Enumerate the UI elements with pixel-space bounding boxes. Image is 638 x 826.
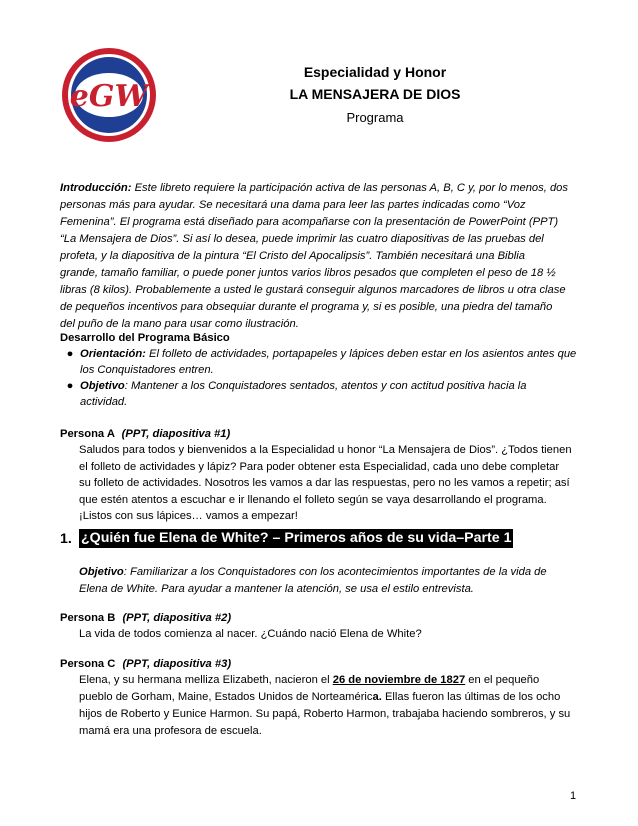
intro-line: Este libreto requiere la participación activa de las personas A, B, C y, por lo menos, dos <box>131 182 568 194</box>
persona-c-text <box>79 672 579 740</box>
birth-date: 26 de noviembre de 1827 <box>332 674 466 686</box>
document-title: Especialidad y Honor <box>303 64 447 80</box>
persona-c-line: mamá era una profesora de escuela. <box>79 725 262 737</box>
persona-a-line: ¡Listos con sus lápices… vamos a empezar! <box>79 510 298 522</box>
desarrollo-heading: Desarrollo del Programa Básico <box>60 332 230 344</box>
persona-name: Persona A <box>60 428 115 440</box>
bullet-text: El folleto de actividades, portapapeles y lápices deben estar en los asientos antes que <box>145 348 577 360</box>
svg-text:eGW: eGW <box>69 79 149 114</box>
persona-a-text <box>79 442 579 525</box>
intro-line: personas más para ayudar. Se necesitará una dama para leer las partes indicadas como “Voz <box>60 199 526 211</box>
persona-name: Persona C <box>60 658 116 670</box>
persona-c-line: en el pequeño <box>465 674 540 686</box>
persona-c-heading <box>60 656 231 672</box>
section-title: ¿Quién fue Elena de White? – Primeros años de su vida–Parte 1 <box>81 530 512 546</box>
intro-line: del puño de la mano para usar como ilustración. <box>60 318 299 330</box>
persona-c-line: Ellas fueron las últimas de los ocho <box>381 691 561 703</box>
intro-line: de pequeños incentivos para obsequiar durante el programa y, si es posible, una piedra del tamaño <box>60 301 553 313</box>
bullet-objetivo <box>60 378 580 410</box>
slide-ref: (PPT, diapositiva #2) <box>122 612 232 624</box>
document-subtitle: Programa <box>346 110 404 125</box>
persona-b-heading <box>60 610 231 626</box>
persona-a-line: su folleto de actividades. Nosotros les vamos a dar las respuestas, pero no les vamos a repetir; así <box>79 477 570 489</box>
section-number: 1. <box>60 531 72 547</box>
objective-label: Objetivo <box>79 566 124 578</box>
document-title-2: LA MENSAJERA DE DIOS <box>289 86 461 102</box>
objective-line: : Familiarizar a los Conquistadores con los acontecimientos importantes de la vida de <box>123 566 547 578</box>
intro-line: grande, tamaño familiar, o puede poner juntos varios libros pesados que completen el peso de 18 ½ <box>60 267 556 279</box>
page-number: 1 <box>570 790 577 802</box>
intro-line: “La Mensajera de Dios”. Si así lo desea, puede imprimir las cuatro diapositivas de las pruebas del <box>60 233 544 245</box>
persona-a-line: que estén atentos a escuchar e ir llenando el folleto según se vaya desarrollando el programa. <box>79 493 547 506</box>
intro-line: libras (8 kilos). Probablemente a usted le gustará conseguir algunos marcadores de libros u otra clase <box>60 284 566 296</box>
persona-name: Persona B <box>60 612 116 624</box>
persona-a-line: el folleto de actividades y lápiz? Para poder obtener esta Especialidad, cada uno debe completar <box>79 460 560 473</box>
section-1-objective <box>79 564 579 597</box>
intro-line: profeta, y la diapositiva de la pintura “El Cristo del Apocalipsis”. También necesitará una Biblia <box>60 250 525 262</box>
bullet-icon: ● <box>66 348 74 360</box>
bullet-icon: ● <box>66 380 74 392</box>
slide-ref: (PPT, diapositiva #3) <box>122 658 232 670</box>
persona-c-line: pueblo de Gorham, Maine, Estados Unidos de Norteaméric <box>79 691 373 703</box>
egw-logo <box>60 46 158 144</box>
persona-a-line: Saludos para todos y bienvenidos a la Especialidad u honor “La Mensajera de Dios”. ¿Todos tienen <box>79 444 572 456</box>
intro-label: Introducción: <box>60 182 132 194</box>
persona-c-line: Elena, y su hermana melliza Elizabeth, nacieron el <box>79 674 333 686</box>
intro-paragraph <box>60 180 580 333</box>
objective-line: Elena de White. Para ayudar a mantener la atención, se usa el estilo entrevista. <box>79 582 474 595</box>
bullet-orientacion <box>60 346 580 378</box>
persona-a-heading <box>60 426 230 442</box>
bullet-text-2: los Conquistadores entren. <box>80 364 214 376</box>
bullet-text: : Mantener a los Conquistadores sentados, atentos y con actitud positiva hacia la <box>124 380 527 392</box>
bullet-label: Orientación: <box>80 348 146 360</box>
slide-ref: (PPT, diapositiva #1) <box>121 428 231 440</box>
persona-c-bold: a. <box>372 691 382 703</box>
persona-c-line: hijos de Roberto y Eunice Harmon. Su papá, Roberto Harmon, trabajaba haciendo sombreros, y su <box>79 708 571 720</box>
bullet-text-2: actividad. <box>80 396 128 408</box>
bullet-label: Objetivo <box>80 380 125 392</box>
persona-b-text: La vida de todos comienza al nacer. ¿Cuándo nació Elena de White? <box>79 628 422 640</box>
intro-line: Femenina”. El programa está diseñado para acompañarse con la presentación de PowerPoint (PPT) <box>60 216 559 228</box>
